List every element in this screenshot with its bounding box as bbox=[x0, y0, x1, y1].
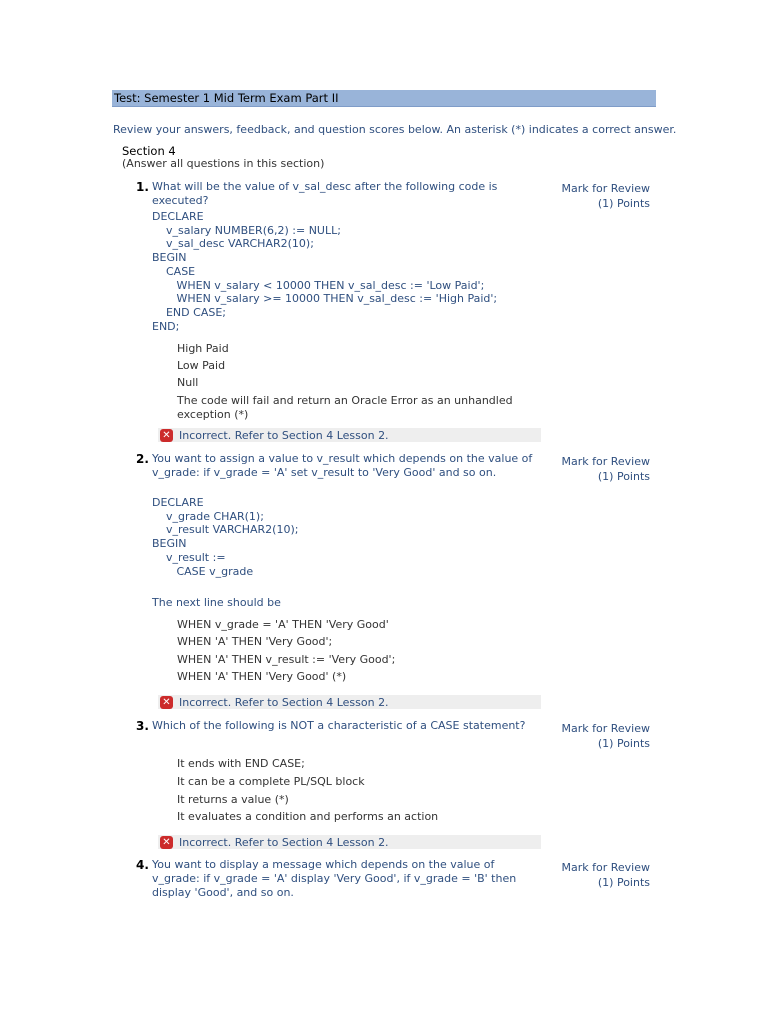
answer-option[interactable]: The code will fail and return an Oracle Error as an unhandled exception (*) bbox=[177, 394, 513, 421]
question-2-code: DECLARE v_grade CHAR(1); v_result VARCHAR2(10); BEGIN v_result := CASE v_grade bbox=[152, 496, 299, 578]
question-3-text: Which of the following is NOT a characteristic of a CASE statement? bbox=[152, 719, 526, 732]
question-1-number: 1. bbox=[136, 180, 149, 194]
answer-option[interactable]: High Paid bbox=[177, 342, 229, 355]
question-3-mark-block bbox=[560, 722, 650, 751]
x-icon: ✕ bbox=[160, 696, 173, 709]
question-1-text: What will be the value of v_sal_desc after the following code is executed? bbox=[152, 180, 498, 207]
feedback-text: Incorrect. Refer to Section 4 Lesson 2. bbox=[179, 836, 389, 849]
answer-option[interactable]: WHEN 'A' THEN v_result := 'Very Good'; bbox=[177, 653, 396, 666]
question-2-number: 2. bbox=[136, 452, 149, 466]
question-points: (1) Points bbox=[597, 469, 650, 483]
question-1-mark-block bbox=[560, 182, 650, 211]
x-icon: ✕ bbox=[160, 429, 173, 442]
question-1-code: DECLARE v_salary NUMBER(6,2) := NULL; v_sal_desc VARCHAR2(10); BEGIN CASE WHEN v_salary < 10000 THEN v_sal_desc := 'Low Paid'; WHEN v_salary >= 10000 THEN v_sal_desc := 'High Paid'; END CASE; END; bbox=[152, 210, 498, 333]
question-points: (1) Points bbox=[597, 736, 650, 750]
mark-for-review-link[interactable]: Mark for Review bbox=[561, 182, 650, 195]
question-2-mark-block bbox=[560, 455, 650, 484]
question-points: (1) Points bbox=[597, 875, 650, 889]
mark-for-review-link[interactable]: Mark for Review bbox=[561, 455, 650, 468]
mark-for-review-link[interactable]: Mark for Review bbox=[561, 861, 650, 874]
question-4-text: You want to display a message which depends on the value of v_grade: if v_grade = 'A' display 'Very Good', if v_grade = 'B' then display 'Good', and so on. bbox=[152, 858, 517, 899]
answer-option[interactable]: Low Paid bbox=[177, 359, 226, 372]
answer-option[interactable]: WHEN v_grade = 'A' THEN 'Very Good' bbox=[177, 618, 389, 631]
answer-option[interactable]: It can be a complete PL/SQL block bbox=[177, 775, 365, 788]
exam-title-bar bbox=[112, 90, 656, 107]
answer-option[interactable]: WHEN 'A' THEN 'Very Good'; bbox=[177, 635, 333, 648]
answer-option[interactable]: Null bbox=[177, 376, 199, 389]
question-3-feedback bbox=[158, 835, 541, 849]
feedback-text: Incorrect. Refer to Section 4 Lesson 2. bbox=[179, 696, 389, 709]
answer-option[interactable]: WHEN 'A' THEN 'Very Good' (*) bbox=[177, 670, 347, 683]
question-2-text: You want to assign a value to v_result which depends on the value of v_grade: if v_grade = 'A' set v_result to 'Very Good' and so on. bbox=[152, 452, 533, 479]
question-2-prompt: The next line should be bbox=[152, 596, 281, 609]
section-title: Section 4 bbox=[122, 144, 176, 158]
question-3-number: 3. bbox=[136, 719, 149, 733]
mark-for-review-link[interactable]: Mark for Review bbox=[561, 722, 650, 735]
x-icon: ✕ bbox=[160, 836, 173, 849]
answer-option[interactable]: It ends with END CASE; bbox=[177, 757, 305, 770]
exam-title: Test: Semester 1 Mid Term Exam Part II bbox=[114, 91, 339, 105]
intro-text: Review your answers, feedback, and question scores below. An asterisk (*) indicates a correct answer. bbox=[113, 123, 677, 136]
section-subtitle: (Answer all questions in this section) bbox=[122, 157, 325, 170]
question-4-mark-block bbox=[560, 861, 650, 890]
answer-option[interactable]: It evaluates a condition and performs an action bbox=[177, 810, 439, 823]
answer-option[interactable]: It returns a value (*) bbox=[177, 793, 289, 806]
question-points: (1) Points bbox=[597, 196, 650, 210]
question-4-number: 4. bbox=[136, 858, 149, 872]
question-1-feedback bbox=[158, 428, 541, 442]
question-2-feedback bbox=[158, 695, 541, 709]
feedback-text: Incorrect. Refer to Section 4 Lesson 2. bbox=[179, 429, 389, 442]
